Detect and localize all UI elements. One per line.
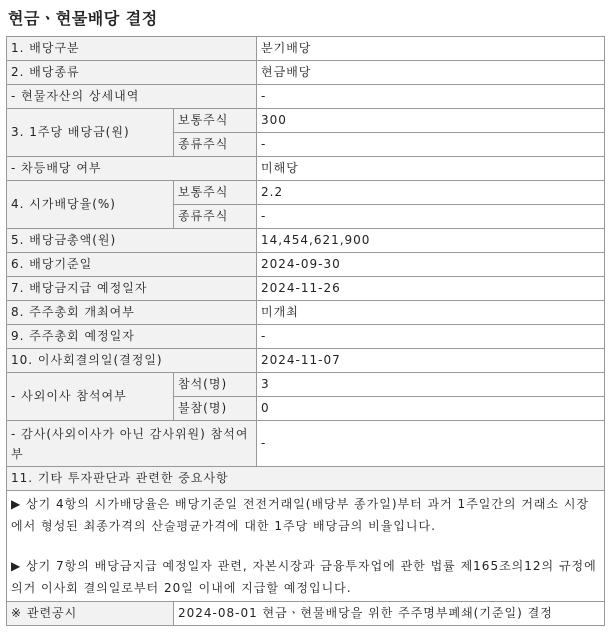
row-value: 현금배당 <box>257 61 605 85</box>
table-row <box>7 301 605 325</box>
row-label: - 사외이사 참석여부 <box>7 373 174 421</box>
row-value: 2024-11-26 <box>257 277 605 301</box>
row-value: - <box>257 421 605 467</box>
table-row <box>7 37 605 61</box>
row-value: 미해당 <box>257 157 605 181</box>
table-row <box>7 467 605 491</box>
related-disclosure-link[interactable] <box>174 602 605 626</box>
table-row <box>7 85 605 109</box>
row-value: 300 <box>257 109 605 133</box>
table-row <box>7 181 605 205</box>
row-value: - <box>257 205 605 229</box>
row-label: 10. 이사회결의일(결정일) <box>7 349 257 373</box>
row-value: 분기배당 <box>257 37 605 61</box>
table-row <box>7 277 605 301</box>
row-label: 3. 1주당 배당금(원) <box>7 109 174 157</box>
row-label: 1. 배당구분 <box>7 37 257 61</box>
row-label: 6. 배당기준일 <box>7 253 257 277</box>
sub-label: 종류주식 <box>174 205 257 229</box>
row-label: - 감사(사외이사가 아닌 감사위원) 참석여부 <box>7 421 257 467</box>
sub-label: 불참(명) <box>174 397 257 421</box>
table-row <box>7 253 605 277</box>
row-value: 2.2 <box>257 181 605 205</box>
row-label: - 현물자산의 상세내역 <box>7 85 257 109</box>
table-row <box>7 602 605 626</box>
table-row <box>7 229 605 253</box>
row-label: 2. 배당종류 <box>7 61 257 85</box>
row-value: 2024-11-07 <box>257 349 605 373</box>
sub-label: 보통주식 <box>174 109 257 133</box>
row-label: 5. 배당금총액(원) <box>7 229 257 253</box>
table-row <box>7 421 605 467</box>
note-cell <box>7 491 605 602</box>
row-value: 미개최 <box>257 301 605 325</box>
row-label: 9. 주주총회 예정일자 <box>7 325 257 349</box>
row-label: 8. 주주총회 개최여부 <box>7 301 257 325</box>
section-header: 11. 기타 투자판단과 관련한 중요사항 <box>7 467 605 491</box>
row-label: - 차등배당 여부 <box>7 157 257 181</box>
table-row <box>7 109 605 133</box>
table-row <box>7 491 605 602</box>
sub-label: 종류주식 <box>174 133 257 157</box>
disclosure-table <box>6 36 605 626</box>
sub-label: 참석(명) <box>174 373 257 397</box>
row-value: - <box>257 85 605 109</box>
row-value: 2024-09-30 <box>257 253 605 277</box>
row-label: 4. 시가배당율(%) <box>7 181 174 229</box>
row-label: ※ 관련공시 <box>7 602 174 626</box>
row-value: - <box>257 133 605 157</box>
table-row <box>7 349 605 373</box>
related-disclosure-text[interactable]: 2024-08-01 현금ㆍ현물배당을 위한 주주명부폐쇄(기준일) 결정 <box>178 606 553 620</box>
table-row <box>7 61 605 85</box>
note-spacer <box>11 537 600 555</box>
row-label: 7. 배당금지급 예정일자 <box>7 277 257 301</box>
row-value: 0 <box>257 397 605 421</box>
row-value: 14,454,621,900 <box>257 229 605 253</box>
page-title: 현금ㆍ현물배당 결정 <box>8 9 158 28</box>
row-value: 3 <box>257 373 605 397</box>
note-paragraph: ▶ 상기 7항의 배당금지급 예정일자 관련, 자본시장과 금융투자업에 관한 법률 제165조의12의 규정에 의거 이사회 결의일로부터 20일 이내에 지급할 예정입니다. <box>11 559 597 595</box>
row-value: - <box>257 325 605 349</box>
table-row <box>7 157 605 181</box>
table-row <box>7 373 605 397</box>
note-paragraph: ▶ 상기 4항의 시가배당율은 배당기준일 전전거래일(배당부 종가일)부터 과거 1주일간의 거래소 시장에서 형성된 최종가격의 산술평균가격에 대한 1주당 배당금의 비율입니다. <box>11 497 590 533</box>
sub-label: 보통주식 <box>174 181 257 205</box>
table-row <box>7 325 605 349</box>
